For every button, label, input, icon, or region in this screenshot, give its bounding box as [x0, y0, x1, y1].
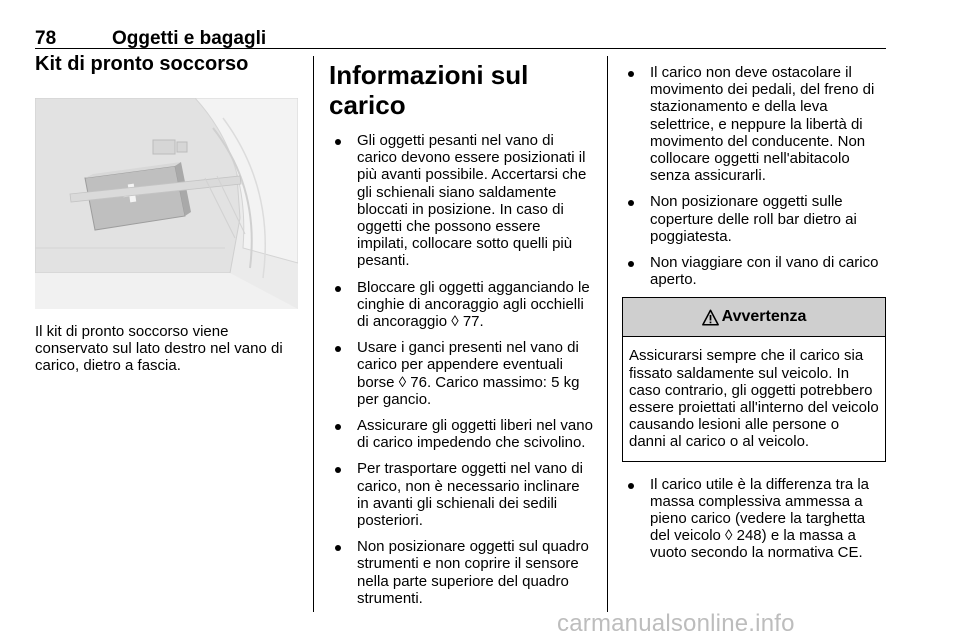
bullet-icon [335, 467, 341, 473]
column-divider-2 [607, 56, 608, 612]
load-info-list-continued [622, 64, 886, 288]
first-aid-caption: Il kit di pronto soccorso viene conservato sul lato destro nel vano di carico, dietro a fascia. [35, 323, 283, 375]
page-number: 78 [35, 28, 57, 49]
column-load-info [329, 52, 593, 616]
bullet-icon [335, 286, 341, 292]
watermark: carmanualsonline.info [557, 610, 795, 637]
first-aid-kit-illustration [35, 98, 298, 309]
column-divider-1 [313, 56, 314, 612]
load-info-list-final [622, 476, 886, 562]
bullet-icon [335, 424, 341, 430]
list-item: Bloccare gli oggetti agganciando le cinghie di ancoraggio agli occhielli di ancoraggio ◊ 77. [329, 279, 593, 331]
warning-header [623, 298, 885, 337]
list-item: Per trasportare oggetti nel vano di carico, non è necessario inclinare in avanti gli schienali dei sedili posteriori. [329, 460, 593, 529]
warning-title: Avvertenza [721, 308, 807, 326]
bullet-icon [335, 139, 341, 145]
warning-triangle-icon [702, 309, 719, 326]
column-first-aid [35, 52, 300, 375]
warning-text: Assicurarsi sempre che il carico sia fissato saldamente sul veicolo. In caso contrario, gli oggetti potrebbero essere proiettati all'interno del veicolo causando lesioni alle persone o danni al carico o al veicolo. [629, 347, 879, 451]
bullet-icon [628, 71, 634, 77]
first-aid-heading: Kit di pronto soccorso [35, 53, 249, 75]
bullet-icon [335, 545, 341, 551]
list-item: Usare i ganci presenti nel vano di carico per appendere eventuali borse ◊ 76. Carico massimo: 5 kg per gancio. [329, 339, 593, 408]
load-info-list [329, 132, 593, 607]
bullet-icon [335, 346, 341, 352]
list-item: Il carico non deve ostacolare il movimento dei pedali, del freno di stazionamento e della leva selettrice, e neppure la libertà di movimento del conducente. Non collocare oggetti nell'abitacolo senza assicurarli. [622, 64, 886, 184]
column-load-info-continued [622, 52, 886, 571]
list-item: Assicurare gli oggetti liberi nel vano di carico impedendo che scivolino. [329, 417, 593, 451]
page-header [35, 14, 886, 49]
list-item: Non posizionare oggetti sulle coperture delle roll bar dietro ai poggiatesta. [622, 193, 886, 245]
bullet-icon [628, 483, 634, 489]
list-item: Gli oggetti pesanti nel vano di carico devono essere posizionati il più avanti possibile. Accertarsi che gli schienali siano saldamente bloccati in posizione. In caso di oggetti che possono essere impilati, collocare sotto quelli più pesanti. [329, 132, 593, 270]
load-info-heading: Informazioni sul carico [329, 60, 529, 120]
bullet-icon [628, 261, 634, 267]
chapter-title: Oggetti e bagagli [112, 28, 267, 49]
bullet-icon [628, 200, 634, 206]
list-item: Non posizionare oggetti sul quadro strumenti e non coprire il sensore nella parte superiore del quadro strumenti. [329, 538, 593, 607]
warning-box [622, 297, 886, 461]
list-item: Non viaggiare con il vano di carico aperto. [622, 254, 886, 288]
list-item: Il carico utile è la differenza tra la massa complessiva ammessa a pieno carico (vedere la targhetta del veicolo ◊ 248) e la massa a vuoto secondo la normativa CE. [622, 476, 886, 562]
